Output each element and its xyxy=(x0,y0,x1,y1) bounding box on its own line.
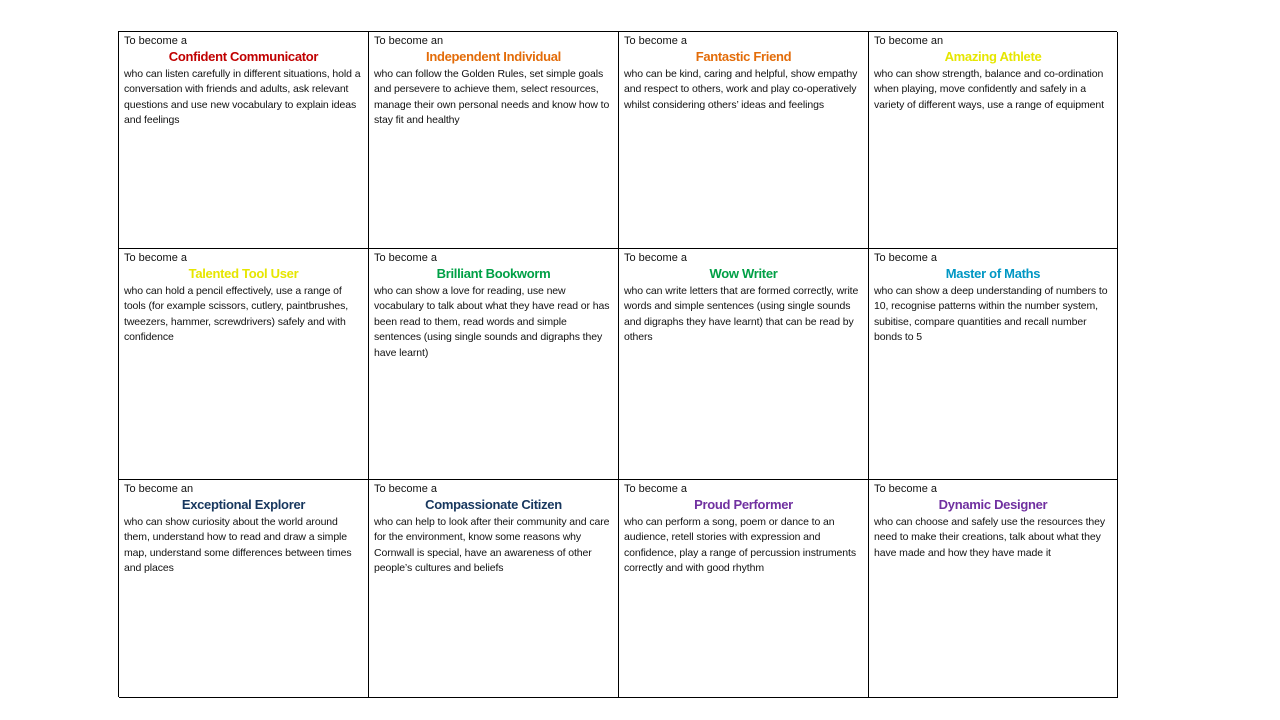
cell-intro: To become an xyxy=(874,35,944,47)
cell-intro: To become a xyxy=(624,483,687,495)
cell-intro: To become an xyxy=(124,483,194,495)
cell-compassionate-citizen xyxy=(369,480,619,698)
cell-amazing-athlete xyxy=(869,32,1118,249)
cell-title: Exceptional Explorer xyxy=(181,497,306,512)
cell-title: Talented Tool User xyxy=(188,266,299,281)
cell-master-of-maths xyxy=(869,249,1118,480)
cell-description: who can perform a song, poem or dance to an audience, retell stories with expression and confidence, play a range of percussion instruments correctly and with good rhythm xyxy=(624,516,856,575)
cell-description: who can choose and safely use the resources they need to make their creations, talk about what they have made and how they have made it xyxy=(874,516,1106,559)
characteristics-table xyxy=(118,31,1117,697)
cell-intro: To become a xyxy=(624,252,687,264)
cell-brilliant-bookworm xyxy=(369,249,619,480)
cell-intro: To become a xyxy=(374,252,437,264)
cell-intro: To become a xyxy=(124,252,187,264)
cell-intro: To become a xyxy=(124,35,187,47)
cell-dynamic-designer xyxy=(869,480,1118,698)
cell-title: Independent Individual xyxy=(426,49,561,64)
cell-description: who can show a deep understanding of numbers to 10, recognise patterns within the number system, subitise, compare quantities and recall number bonds to 5 xyxy=(874,285,1108,344)
cell-title: Proud Performer xyxy=(694,497,793,512)
cell-intro: To become an xyxy=(374,35,444,47)
cell-description: who can show a love for reading, use new vocabulary to talk about what they have read or has been read to them, read words and simple sentences (using single sounds and digraphs they have learnt) xyxy=(374,285,610,359)
cell-intro: To become a xyxy=(374,483,437,495)
cell-description: who can follow the Golden Rules, set simple goals and persevere to achieve them, select resources, manage their own personal needs and know how to stay fit and healthy xyxy=(374,68,610,127)
cell-title: Brilliant Bookworm xyxy=(436,266,551,281)
cell-title: Amazing Athlete xyxy=(944,49,1042,64)
cell-title: Compassionate Citizen xyxy=(425,497,562,512)
cell-title: Confident Communicator xyxy=(168,49,319,64)
cell-description: who can help to look after their community and care for the environment, know some reasons why Cornwall is special, have an awareness of other people’s cultures and beliefs xyxy=(374,516,610,575)
cell-description: who can show strength, balance and co-ordination when playing, move confidently and safely in a variety of different ways, use a range of equipment xyxy=(874,68,1104,111)
cell-intro: To become a xyxy=(874,483,937,495)
cell-confident-communicator xyxy=(119,32,369,249)
cell-title: Dynamic Designer xyxy=(938,497,1048,512)
cell-title: Fantastic Friend xyxy=(695,49,792,64)
cell-intro: To become a xyxy=(874,252,937,264)
cell-description: who can listen carefully in different situations, hold a conversation with friends and adults, ask relevant questions and use new vocabulary to explain ideas and feelings xyxy=(124,68,361,127)
cell-proud-performer xyxy=(619,480,869,698)
cell-fantastic-friend xyxy=(619,32,869,249)
cell-independent-individual xyxy=(369,32,619,249)
cell-title: Master of Maths xyxy=(945,266,1041,281)
cell-intro: To become a xyxy=(624,35,687,47)
cell-description: who can write letters that are formed correctly, write words and simple sentences (using single sounds and digraphs they have learnt) that can be read by others xyxy=(624,285,859,344)
cell-description: who can hold a pencil effectively, use a range of tools (for example scissors, cutlery, paintbrushes, tweezers, hammer, screwdrivers) safely and with confidence xyxy=(124,285,349,344)
cell-wow-writer xyxy=(619,249,869,480)
cell-talented-tool-user xyxy=(119,249,369,480)
cell-description: who can show curiosity about the world around them, understand how to read and draw a simple map, understand some differences between times and places xyxy=(124,516,352,575)
cell-title: Wow Writer xyxy=(709,266,778,281)
cell-description: who can be kind, caring and helpful, show empathy and respect to others, work and play co-operatively whilst considering others’ ideas and feelings xyxy=(624,68,858,111)
cell-exceptional-explorer xyxy=(119,480,369,698)
